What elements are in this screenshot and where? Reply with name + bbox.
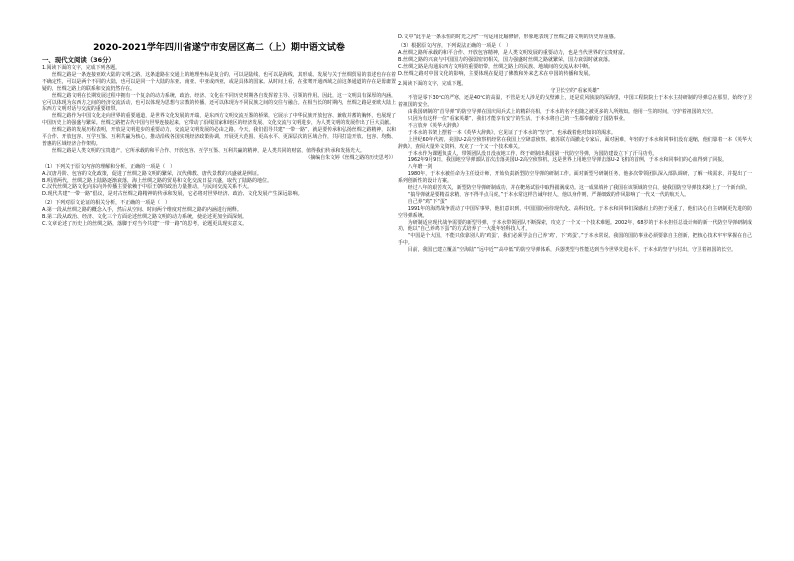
left-column [42,56,396,556]
question-option: D.文中“此乎是一条永恒的时光之河”一句运用比喻修辞，形象地表现了丝绸之路文明的历史厚重感。 [398,34,619,40]
reading2-instruction: 2.阅读下面的文字，完成下题。 [398,81,467,88]
reading2-subheading: 自己养“鸡”下“蛋” [407,198,448,205]
reading1-paragraph: 丝绸之路是人类文明的宝贵遗产，它所承载的和平合作、开放包容、互学互鉴、互利共赢的精神，是人类共同的财富，值得我们传承和发扬光大。 [51,147,365,154]
reading1-paragraph: 丝绸之路作为中国文化走向世界的重要通道，是世界文化发展的开端，是东西方文明交流互鉴的桥梁，它展示了中华民族开放包容、兼收并蓄的胸怀，也展现了中国历史上的强盛与繁荣。丝绸之路把古代中国与世界连接起来，它带动了沿线国家和地区的经济发展、文化交流与文明进步，为人类文明的发展作出了巨大贡献。 [42,113,396,127]
reading2-paragraph: 经过八年的艰苦攻关，新型防空导弹研制成功，并在靶场试验中取得圆满成功。这一成果填补了我国在该领域的空白，使我国防空导弹技术跨上了一个新台阶。 [407,185,751,192]
question-option: A.丝绸之路所承载的和平合作、开放包容精神，是人类文明发展的重要动力，也是当代世界的宝贵财富。 [398,49,628,56]
reading2-paragraph: 1991年的海湾战争震动了中国军事界，他们意识到，中国国防亟待现代化、高科技化。于本水和同事们深感肩上的担子更重了，他们决心自主研制更先进的防空导弹系统。 [398,205,752,219]
reading1-source: （摘编自朱文婷《丝绸之路的历史思考》） [305,154,396,161]
reading2-paragraph: 于本水的书架上摆着一本《英华大辞典》，它见证了于本水的“坚守”，也承载着他对知识的渴求。 [407,129,616,136]
reading2-paragraph: 只因为有这样一位“看家英雄”，我们才能享有安宁的生活，于本水将自己的一生都奉献给了国防事业。 [407,115,629,122]
question-stem: （2）下列对原文论证的相关分析，不正确的一项是（ ） [42,200,171,207]
reading2-subheading: 不言放弃《英华大辞典》 [407,122,462,129]
section-heading: 一、现代文阅读（36分） [42,56,115,64]
question-stem: （3）根据原文内容，下列说法正确的一项是（ ） [398,42,512,49]
question-option: D.丝绸之路对中国文化的影响，主要体现在促进了佛教和外来艺术在中国的传播和发展。 [398,70,594,77]
question-option: A.第一段从丝绸之路的概念入手，然后从空间、时间两个维度对丝绸之路的内涵进行阐释。 [42,207,242,214]
reading2-paragraph: 上世纪60年代初，美国U-2高空侦察机经常在我国上空肆意侦察。被苏联方面撤走专家后，面对困难，年轻的于本水和同事们没有退缩，他们靠着一本《英华大辞典》，查阅大量外文资料，攻克了一个又一个技术难关。 [398,136,752,150]
question-option: C.文章论述了历史上的丝绸之路，落脚于对当今共建“一带一路”的思考，论题更具现实意义。 [42,220,248,227]
question-option: D.现代共建“一带一路”倡议，是对古丝绸之路精神的传承和发展，它必将对世界经济、政治、文化发展产生深远影响。 [42,191,303,198]
reading2-paragraph: 目前，我国已建立覆盖“空海陆”“远中近”“高中低”的防空导弹体系，兵器类型与性能达到当今世界先进水平，于本水的坚守与付出，守卫着祖国的长空。 [407,247,737,254]
question-option: B.明清两代，丝绸之路上陆路逐渐衰落，海上丝绸之路的贸易和文化交流日益兴盛，取代了陆路的地位。 [42,177,273,184]
page-title: 2020-2021学年四川省遂宁市安居区高二（上）期中语文试卷 [93,43,345,53]
reading2-paragraph: 由我国研制的“首导弹”的防空导弹在国庆阅兵式上的精彩亮相，于本水的名字也随之被更多的人所熟知。他用一生的时间，守护着祖国的天空。 [407,109,717,116]
question-stem: （1）下列关于原文内容的理解和分析，正确的一项是（ ） [42,163,176,170]
question-option: C.汉代丝绸之路文化向东向外传播主要依赖于中原王朝的政治力量推动，与民间交流关系不大。 [42,184,253,191]
reading2-paragraph: 1962年9月9日，我国地空导弹部队首次击落美国U-2高空侦察机，这是世界上用地空导弹击落U-2飞机的首例，于本水和同事们的心血得到了回报。 [407,157,728,164]
reading2-paragraph: “搞导弹就是要精益求精，容不得半点马虎。”于本水常这样告诫年轻人，他以身作则，严谨细致的作风影响了一代又一代的航天人。 [407,191,690,198]
reading1-instruction: 1.阅读下面的文字，完成下列各题。 [42,65,121,71]
reading2-paragraph: 为研制适应现代战争需要的新型导弹，于本水带领团队不断探索，攻克了一个又一个技术难题。2002年，68岁的于本水担任总设计师的新一代防空导弹研制成功，他以“自己养鸡下蛋”的方式培养了一大批年轻科技人才。 [398,219,752,233]
question-option: B.丝绸之路的兴衰与中国国力的强弱密切相关，国力强盛时丝绸之路就繁荣，国力衰弱时就衰落。 [398,56,614,63]
reading2-paragraph: 不管是零下30℃的严寒，还是40℃的高温，不管是无人涉足的戈壁滩上，还是荒风骇浪的深海里，中国工程院院士于本水主持研制的导弹总在那里，始终守卫着祖国的安全。 [398,95,752,109]
reading2-subtitle: 守卫长空的“看家英雄” [550,88,600,95]
question-option: B.第二段从政治、经济、文化三个方面论述丝绸之路文明的动力系统，使论述更加全面深刻。 [42,214,248,221]
reading2-paragraph: 1980年，于本水被任命为主任设计师，开始负责新型防空导弹的研制工作。面对新型号研制任务，他多次带领团队深入部队调研，了解一线需求，并提出了一系列创新性的设计方案。 [398,171,752,185]
reading1-paragraph: 丝绸之路是一条连接亚欧大陆的文明之路，这条道路在交通上的地理坐标是复合的，可以是陆线，也可以是海线，其形成、发展与关于丝绸贸易的表述也存在着不确定性，可以是两个不同的大陆，也可以是同一个大陆的东亚、南亚、中亚或西亚，或是具体的国家。从时间上看，在张骞开通西域之前这条通道的存在是毋庸置疑的，丝绸之路上的联系和交流仍然存在。 [42,71,396,92]
right-column [398,34,752,549]
question-option: A.汉唐丹阶、包容的文化政策，促进了丝绸之路文明的繁荣，汉代佛教、唐代景教的兴盛就是例证。 [42,170,262,177]
reading1-paragraph: 丝绸之路文明在长期发展过程中拥有一个复杂的动力系统，政治、经济、文化在不同历史时期各自发挥着主导、引领的作用。因此，这一文明具有深厚的内涵，它可以体现为东西方之间的经济交流活动，也可以体现为思想与宗教的传播，还可以体现为不同民族之间的交往与融合。在相当长的时期内，丝绸之路是亚欧大陆上东西方文明对话与交流的重要纽带。 [42,92,396,113]
question-option: C.丝绸之路是沟通东西方文明的重要纽带，丝绸之路上的民族、地域间的交流从未中断。 [398,63,594,70]
reading2-paragraph: “中国是个大国，不能只依靠别人的‘鸡蛋’，我们必须学会自己养‘鸡’，下‘鸡蛋’。”于本水常说，我国的国防事业必须要靠自主创新，把核心技术牢牢掌握在自己手中。 [398,233,752,247]
reading2-paragraph: 于本水作为课题负责人，带领团队没日没夜地工作，终于研制出我国第一代防空导弹，为国防建设立下了汗马功劳。 [407,150,658,157]
reading1-paragraph: 丝绸之路的发展历程表明，开放是文明进步的重要动力，交流是文明发展的必由之路。今天，我们倡导共建“一带一路”，就是要传承和弘扬丝绸之路精神，以和平合作、开放包容、互学互鉴、互利共赢为核心，推动沿线各国实现经济政策协调，开展更大范围、更高水平、更深层次的区域合作，共同打造开放、包容、均衡、普惠的区域经济合作架构。 [42,127,396,147]
reading2-subheading: 八年磨一剑 [407,164,433,171]
